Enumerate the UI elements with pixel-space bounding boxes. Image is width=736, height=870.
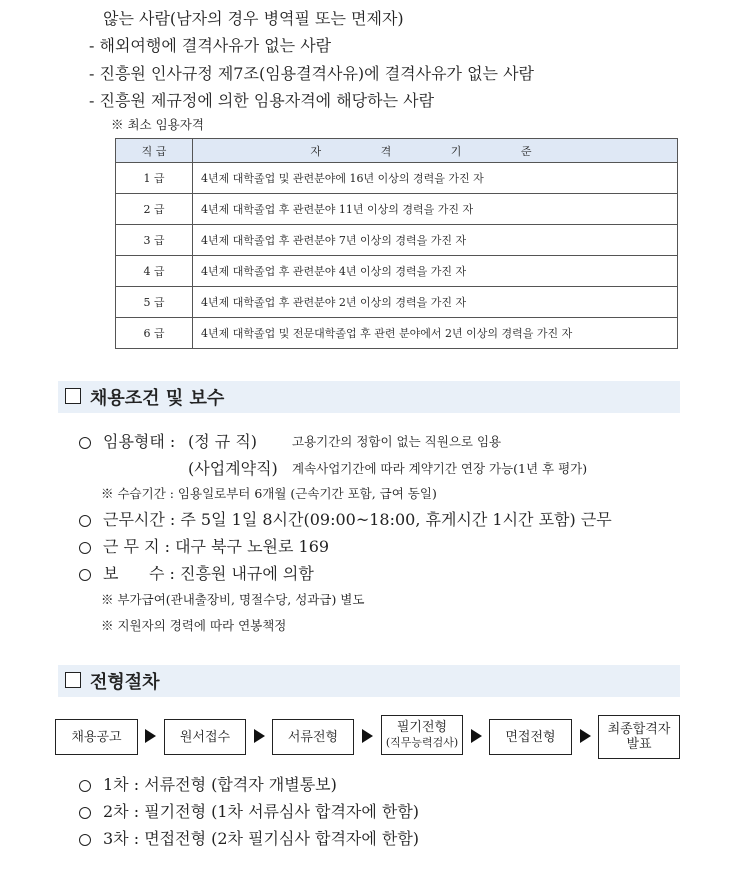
- regular-label: (정 규 직): [188, 432, 258, 451]
- section-title: 전형절차: [90, 672, 160, 693]
- flow-step-final-line1: 최종합격자: [607, 722, 671, 737]
- table-header-row: [116, 139, 678, 163]
- table-row: [116, 287, 678, 318]
- grade-cell: 3 급: [116, 225, 193, 256]
- flow-step-written: [381, 715, 463, 755]
- work-hours: 근무시간 : 주 5일 1일 8시간(09:00~18:00, 휴게시간 1시간 포함) 근무: [103, 510, 612, 529]
- table-row: [116, 194, 678, 225]
- flow-step-interview: 면접전형: [489, 719, 572, 755]
- checkbox-square-icon: [65, 672, 81, 688]
- arrow-right-icon: [254, 729, 265, 743]
- bullet-circle-icon: [79, 831, 91, 850]
- flow-step-written-line1: 필기전형: [396, 720, 448, 735]
- step-2: 2차 : 필기전형 (1차 서류심사 합격자에 한함): [103, 802, 420, 821]
- bullet-circle-icon: [79, 566, 91, 585]
- criteria-cell: 4년제 대학졸업 후 관련분야 11년 이상의 경력을 가진 자: [193, 194, 678, 225]
- arrow-right-icon: [471, 729, 482, 743]
- table-row: [116, 163, 678, 194]
- bullet-circle-icon: [79, 434, 91, 453]
- flow-step-final-line2: 발표: [626, 737, 652, 752]
- bullet-circle-icon: [79, 512, 91, 531]
- arrow-right-icon: [145, 729, 156, 743]
- grade-cell: 1 급: [116, 163, 193, 194]
- flow-step-document: 서류전형: [272, 719, 354, 755]
- salary: 보 수 : 진흥원 내규에 의함: [103, 564, 314, 583]
- grade-cell: 5 급: [116, 287, 193, 318]
- flow-step-written-line2: (직무능력검사): [385, 736, 459, 749]
- criteria-cell: 4년제 대학졸업 후 관련분야 7년 이상의 경력을 가진 자: [193, 225, 678, 256]
- arrow-right-icon: [362, 729, 373, 743]
- criteria-cell: 4년제 대학졸업 후 관련분야 2년 이상의 경력을 가진 자: [193, 287, 678, 318]
- contract-label: (사업계약직): [188, 459, 278, 478]
- grade-cell: 6 급: [116, 318, 193, 349]
- work-location: 근 무 지 : 대구 북구 노원로 169: [103, 537, 330, 556]
- criteria-cell: 4년제 대학졸업 및 전문대학졸업 후 관련 분야에서 2년 이상의 경력을 가진 자: [193, 318, 678, 349]
- grade-cell: 2 급: [116, 194, 193, 225]
- arrow-right-icon: [580, 729, 591, 743]
- intro-line-1: 않는 사람(남자의 경우 병역필 또는 면제자): [103, 9, 404, 28]
- intro-line-2: - 해외여행에 결격사유가 없는 사람: [89, 36, 332, 55]
- table-row: [116, 318, 678, 349]
- criteria-cell: 4년제 대학졸업 및 관련분야에 16년 이상의 경력을 가진 자: [193, 163, 678, 194]
- step-1: 1차 : 서류전형 (합격자 개별통보): [103, 775, 337, 794]
- salary-note-2: ※ 지원자의 경력에 따라 연봉책정: [101, 618, 287, 633]
- contract-desc: 계속사업기간에 따라 계약기간 연장 가능(1년 후 평가): [292, 461, 588, 476]
- bullet-circle-icon: [79, 539, 91, 558]
- table-row: [116, 225, 678, 256]
- section-employment-header: [58, 381, 680, 413]
- qualification-table: [115, 138, 678, 349]
- criteria-cell: 4년제 대학졸업 후 관련분야 4년 이상의 경력을 가진 자: [193, 256, 678, 287]
- employment-type-label: 임용형태 :: [103, 432, 176, 451]
- section-title: 채용조건 및 보수: [90, 388, 225, 409]
- header-grade: 직 급: [116, 139, 193, 163]
- probation-note: ※ 수습기간 : 임용일로부터 6개월 (근속기간 포함, 급여 동일): [101, 486, 437, 501]
- flow-step-announcement: 채용공고: [55, 719, 138, 755]
- bullet-circle-icon: [79, 804, 91, 823]
- section-process-header: [58, 665, 680, 697]
- intro-line-4: - 진흥원 제규정에 의한 임용자격에 해당하는 사람: [89, 91, 435, 110]
- bullet-circle-icon: [79, 777, 91, 796]
- regular-desc: 고용기간의 정함이 없는 직원으로 임용: [292, 434, 502, 449]
- step-3: 3차 : 면접전형 (2차 필기심사 합격자에 한함): [103, 829, 420, 848]
- table-row: [116, 256, 678, 287]
- grade-cell: 4 급: [116, 256, 193, 287]
- salary-note-1: ※ 부가급여(관내출장비, 명절수당, 성과급) 별도: [101, 592, 365, 607]
- intro-line-3: - 진흥원 인사규정 제7조(임용결격사유)에 결격사유가 없는 사람: [89, 64, 534, 83]
- checkbox-square-icon: [65, 388, 81, 404]
- flow-step-final: [598, 715, 680, 759]
- min-qual-note: ※ 최소 임용자격: [111, 117, 204, 132]
- header-criteria: 자 격 기 준: [193, 139, 678, 163]
- flow-step-application: 원서접수: [164, 719, 246, 755]
